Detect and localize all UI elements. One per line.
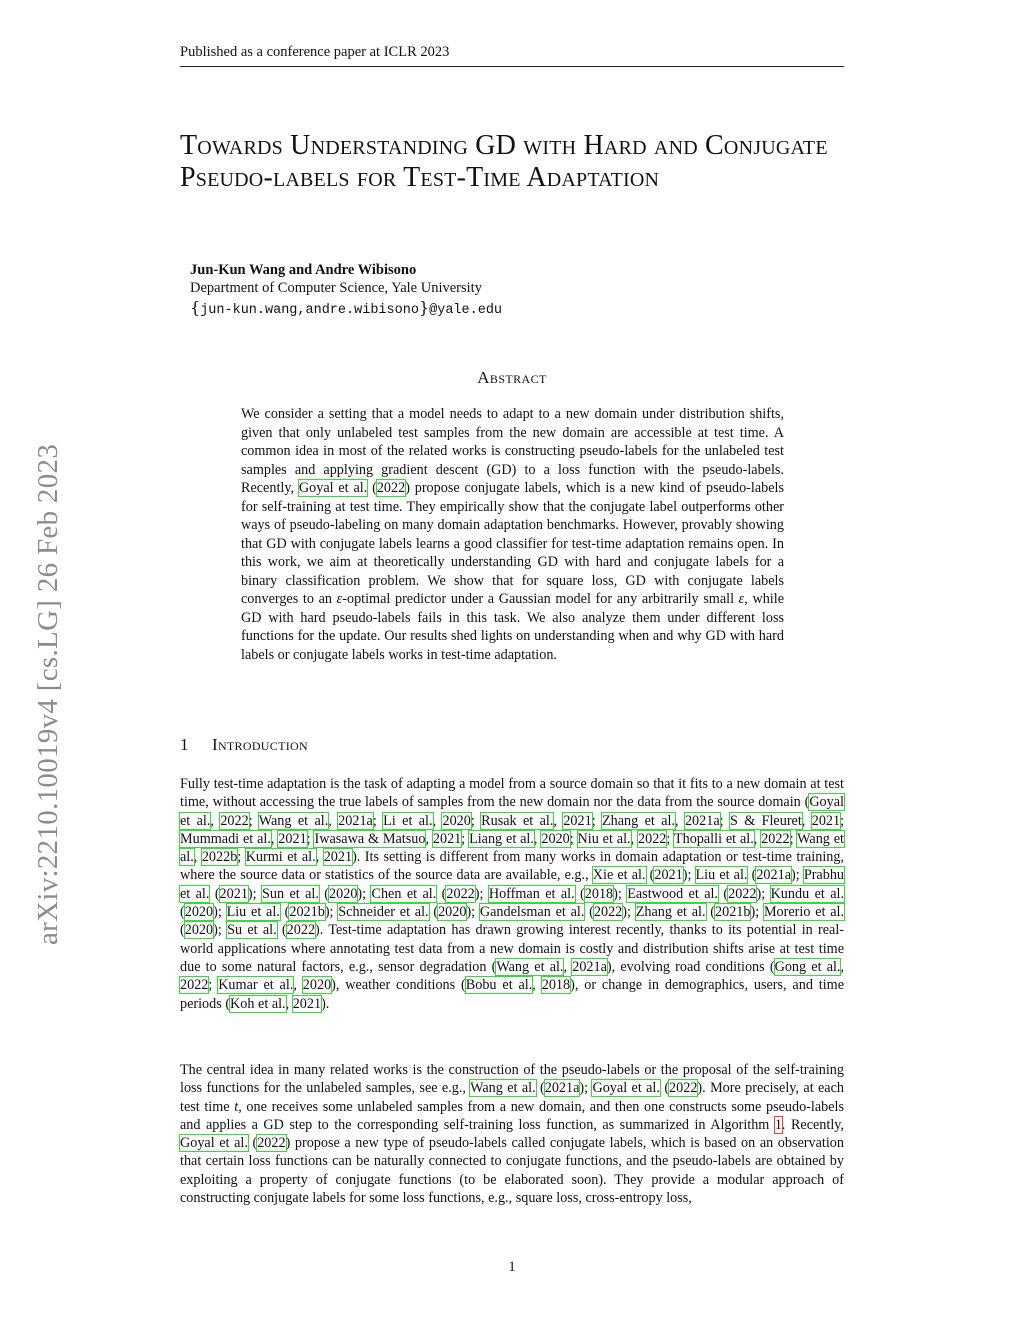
citation-link[interactable]: Liu et al.: [695, 867, 748, 884]
paragraph-text: ;: [840, 812, 845, 829]
citation-link[interactable]: Goyal et al.: [298, 480, 368, 496]
citation-link[interactable]: 2021a: [684, 812, 720, 829]
paragraph-text: (: [535, 1080, 545, 1097]
paragraph-text: );: [213, 904, 227, 921]
citation-link[interactable]: Rusak et al.: [481, 812, 554, 829]
citation-link[interactable]: Morerio et al.: [763, 904, 844, 921]
citation-link[interactable]: 2022: [728, 885, 757, 902]
paragraph-text: ,: [293, 977, 303, 994]
paragraph-text: ), evolving road conditions (: [606, 958, 775, 975]
citation-link[interactable]: Kundu et al.: [770, 885, 845, 902]
citation-link[interactable]: 2021: [811, 812, 841, 829]
citation-link[interactable]: Wang et al.: [496, 958, 564, 975]
paragraph-text: );: [622, 904, 636, 921]
paragraph-text: (: [279, 904, 290, 921]
citation-link[interactable]: Mummadi et al.: [180, 830, 271, 847]
citation-link[interactable]: Goyal et al.: [180, 1135, 248, 1152]
citation-link[interactable]: 2021: [432, 830, 462, 847]
intro-paragraph-2: [180, 1061, 844, 1207]
paragraph-text: ,: [270, 830, 279, 847]
paragraph-text: );: [750, 904, 764, 921]
citation-link[interactable]: Gandelsman et al.: [479, 904, 585, 921]
citation-link[interactable]: Xie et al.: [592, 867, 646, 884]
citation-link[interactable]: Liu et al.: [226, 904, 280, 921]
paragraph-text: );: [324, 904, 339, 921]
citation-link[interactable]: Eastwood et al.: [627, 885, 718, 902]
paragraph-text: ;: [372, 812, 384, 829]
citation-link[interactable]: 2021: [654, 867, 683, 884]
citation-link[interactable]: 2021b: [289, 904, 325, 921]
paragraph-text: ,: [533, 830, 542, 847]
citation-link[interactable]: Bobu et al.: [465, 977, 533, 994]
abstract-text: ) propose conjugate labels, which is a new kind of pseudo-labels for self-training at test time. They empirically show that the conjugate label outperforms other ways of pseudo-labeling on many domain adaptation benchmarks. However, provably showing that GD with conjugate labels learns a good classifier for test-time adaptation remains open. In this work, we aim at theoretically understanding GD with hard and conjugate labels for a binary classification problem. We show that for square loss, GD with conjugate labels converges to an: [241, 480, 784, 607]
citation-link[interactable]: Wang et al.: [180, 830, 844, 866]
paragraph-text: Fully test-time adaptation is the task of adapting a model from a source domain so that it fits to a new domain at test time, without accessing the true labels of samples from the new domain nor the data from the source domain (: [180, 776, 844, 811]
paragraph-text: ), weather conditions (: [331, 977, 466, 994]
citation-link[interactable]: 2021a: [338, 812, 373, 829]
citation-link[interactable]: 2022: [638, 830, 667, 847]
citation-link[interactable]: 2020: [184, 904, 214, 921]
paragraph-text: , one receives some unlabeled samples from a new domain, and then one constructs some pseudo-labels and applies a GD step to the corresponding self-training loss function, as summarized in Algorithm: [180, 1098, 844, 1133]
intro-paragraph-1: [180, 775, 844, 1013]
citation-link[interactable]: 2021a: [572, 958, 607, 975]
paragraph-text: ;: [591, 812, 602, 829]
algorithm-reference-link[interactable]: 1: [774, 1116, 782, 1133]
paragraph-text: ;: [461, 830, 470, 847]
paragraph-text: ,: [563, 958, 573, 975]
citation-link[interactable]: 2022: [286, 922, 316, 939]
paragraph-text: (: [574, 885, 585, 902]
citation-link[interactable]: 2022: [593, 904, 623, 921]
citation-link[interactable]: 2022: [257, 1135, 286, 1152]
header-rule: [180, 66, 844, 67]
paragraph-text: (: [717, 885, 729, 902]
paragraph-text: );: [791, 867, 804, 884]
paragraph-text: ,: [630, 830, 638, 847]
citation-link[interactable]: Thopalli et al.: [673, 830, 754, 847]
running-header: Published as a conference paper at ICLR 2023: [180, 44, 450, 60]
paragraph-text: ,: [193, 849, 202, 866]
paragraph-text: ). Its setting is different from many works in domain adaptation or test-time training, where the source data or statistics of the source data are available, e.g.,: [180, 849, 845, 884]
citation-link[interactable]: Liang et al.: [469, 830, 534, 847]
citation-link[interactable]: 2021: [219, 885, 248, 902]
citation-link[interactable]: 2022b: [201, 849, 238, 866]
page-number: 1: [508, 1259, 516, 1275]
citation-link[interactable]: Goyal et al.: [180, 794, 844, 829]
citation-link[interactable]: 2020: [329, 885, 358, 902]
citation-link[interactable]: Su et al.: [227, 922, 277, 939]
citation-link[interactable]: Koh et al.: [230, 995, 286, 1012]
paragraph-text: ,: [432, 812, 443, 829]
citation-link[interactable]: S & Fleuret: [729, 812, 802, 829]
paragraph-text: (: [247, 1135, 258, 1152]
citation-link[interactable]: Sun et al.: [262, 885, 319, 902]
citation-link[interactable]: Zhang et al.: [635, 904, 706, 921]
citation-link[interactable]: Iwasawa & Matsuo: [314, 830, 426, 847]
author-emails: [190, 298, 502, 318]
citation-link[interactable]: Chen et al.: [371, 885, 437, 902]
citation-link[interactable]: 2020: [442, 812, 471, 829]
citation-link[interactable]: Hoffman et al.: [488, 885, 575, 902]
paragraph-text: ;: [208, 977, 219, 994]
paragraph-text: );: [579, 1080, 593, 1097]
citation-link[interactable]: 2022: [180, 977, 209, 994]
email-brace-open: {: [190, 298, 201, 317]
citation-link[interactable]: 2020: [184, 922, 214, 939]
paragraph-text: (: [318, 885, 330, 902]
paragraph-text: ;: [470, 812, 482, 829]
paragraph-text: (: [705, 904, 716, 921]
paragraph-text: ,: [553, 812, 564, 829]
citation-link[interactable]: Wang et al.: [258, 812, 329, 829]
section-heading-introduction: [180, 735, 308, 755]
paragraph-text: (: [428, 904, 439, 921]
citation-link[interactable]: Zhang et al.: [602, 812, 676, 829]
email-brace-close: }: [418, 298, 430, 317]
citation-link[interactable]: Prabhu et al.: [180, 867, 845, 902]
citation-link[interactable]: 2020: [438, 904, 467, 921]
paragraph-text: ,: [328, 812, 339, 829]
citation-link[interactable]: 2021b: [715, 904, 751, 921]
abstract-text: -optimal predictor under a Gaussian model for any arbitrarily small: [342, 591, 739, 607]
section-title: Introduction: [212, 735, 308, 754]
paragraph-text: );: [613, 885, 628, 902]
citation-link[interactable]: Goyal et al.: [592, 1080, 660, 1097]
citation-link[interactable]: 2018: [584, 885, 614, 902]
paper-title: Towards Understanding GD with Hard and Conjugate Pseudo-labels for Test-Time Adaptation: [180, 130, 828, 193]
citation-link[interactable]: 2021a: [756, 867, 792, 884]
paragraph-text: ,: [285, 995, 293, 1012]
paragraph-text: ;: [248, 812, 259, 829]
paragraph-text: );: [682, 867, 696, 884]
paragraph-text: ,: [532, 977, 542, 994]
citation-link[interactable]: 2020: [302, 977, 332, 994]
paragraph-text: (: [747, 867, 757, 884]
citation-link[interactable]: 2022: [376, 480, 406, 496]
authors: Jun-Kun Wang and Andre Wibisono: [190, 262, 417, 278]
affiliation: Department of Computer Science, Yale University: [190, 280, 482, 296]
paragraph-text: (: [659, 1080, 670, 1097]
citation-link[interactable]: 2022: [446, 885, 475, 902]
paragraph-text: (: [436, 885, 447, 902]
paragraph-text: ).: [321, 995, 330, 1012]
paragraph-text: ). Test-time adaptation has drawn growing interest recently, thanks to its potential in real-world applications where annotating test data from a new domain is costly and distribution shifts arise at test time due to some natural factors, e.g., sensor degradation (: [180, 922, 845, 975]
paragraph-text: ,: [425, 830, 433, 847]
citation-link[interactable]: 2022: [761, 830, 790, 847]
paragraph-text: (: [209, 885, 220, 902]
paragraph-text: The central idea in many related works is the construction of the pseudo-labels or the proposal of the self-training loss functions for the unlabeled samples, see e.g.,: [180, 1062, 844, 1097]
citation-link[interactable]: Gong et al.: [774, 958, 841, 975]
abstract-body: [241, 405, 784, 664]
abstract-text: We consider a setting that a model needs to adapt to a new domain under distribution shifts, given that only unlabeled test samples from the new domain are accessible at test time. A common idea in most of the related works is constructing pseudo-labels for the unlabeled test samples and applying gradient descent (GD) to a loss function with the pseudo-labels. Recently,: [241, 406, 784, 496]
paragraph-text: ,: [840, 958, 845, 975]
paragraph-text: (: [180, 904, 185, 921]
citation-link[interactable]: Li et al.: [383, 812, 433, 829]
paragraph-text: . Recently,: [781, 1116, 844, 1133]
epsilon-symbol: ε: [336, 591, 343, 607]
citation-link[interactable]: Niu et al.: [577, 830, 631, 847]
citation-link[interactable]: 2021: [278, 830, 307, 847]
paragraph-text: ), or change in demographics, users, and time periods (: [180, 977, 845, 1012]
abstract-heading: Abstract: [477, 368, 547, 387]
paragraph-text: (: [584, 904, 594, 921]
paragraph-text: ,: [315, 849, 324, 866]
citation-link[interactable]: 2021: [323, 849, 353, 866]
citation-link[interactable]: 2022: [220, 812, 249, 829]
epsilon-symbol: ε: [738, 591, 745, 607]
paragraph-text: (: [276, 922, 287, 939]
paragraph-text: ,: [675, 812, 685, 829]
paragraph-text: ). More precisely, at each test time: [180, 1080, 844, 1115]
citation-link[interactable]: 2021: [563, 812, 592, 829]
paragraph-text: );: [247, 885, 262, 902]
paragraph-text: ,: [801, 812, 812, 829]
citation-link[interactable]: Kumar et al.: [218, 977, 294, 994]
citation-link[interactable]: 2021a: [544, 1080, 580, 1097]
citation-link[interactable]: Schneider et al.: [338, 904, 429, 921]
paragraph-text: );: [213, 922, 228, 939]
citation-link[interactable]: Wang et al.: [470, 1080, 536, 1097]
citation-link[interactable]: 2021: [292, 995, 322, 1012]
citation-link[interactable]: 2018: [541, 977, 571, 994]
paragraph-text: ,: [210, 812, 221, 829]
paragraph-text: ;: [237, 849, 246, 866]
paragraph-text: ;: [306, 830, 315, 847]
paragraph-text: ;: [569, 830, 578, 847]
paragraph-text: (: [180, 922, 185, 939]
email-users: jun-kun.wang,andre.wibisono: [200, 303, 419, 318]
paragraph-text: ;: [789, 830, 798, 847]
arxiv-stamp: arXiv:2210.10019v4 [cs.LG] 26 Feb 2023: [32, 443, 64, 945]
abstract-text: , while GD with hard pseudo-labels fails in this task. We also analyze them under different loss functions for the update. Our results shed lights on understanding when and why GD with hard labels or conjugate labels works in test-time adaptation.: [241, 591, 784, 663]
paragraph-text: (: [645, 867, 655, 884]
citation-link[interactable]: Kurmi et al.: [245, 849, 316, 866]
citation-link[interactable]: 2020: [541, 830, 570, 847]
paragraph-text: ;: [719, 812, 730, 829]
paragraph-text: );: [756, 885, 771, 902]
paragraph-text: );: [357, 885, 372, 902]
section-number: 1: [180, 735, 189, 754]
abstract-text: (: [367, 480, 377, 496]
paragraph-text: );: [466, 904, 480, 921]
paragraph-text: );: [474, 885, 489, 902]
paragraph-text: ,: [753, 830, 762, 847]
email-domain: @yale.edu: [429, 303, 503, 318]
paragraph-text: ) propose a new type of pseudo-labels called conjugate labels, which is based on an observation that certain loss functions can be naturally connected to conjugate functions, and the pseudo-labels are obtained by exploiting a property of conjugate functions (to be elaborated soon). They provide a modular approach of constructing conjugate labels for some loss functions, e.g., square loss, cross-entropy loss,: [180, 1135, 844, 1207]
math-variable: t: [234, 1098, 239, 1115]
paragraph-text: ;: [666, 830, 674, 847]
citation-link[interactable]: 2022: [669, 1080, 698, 1097]
